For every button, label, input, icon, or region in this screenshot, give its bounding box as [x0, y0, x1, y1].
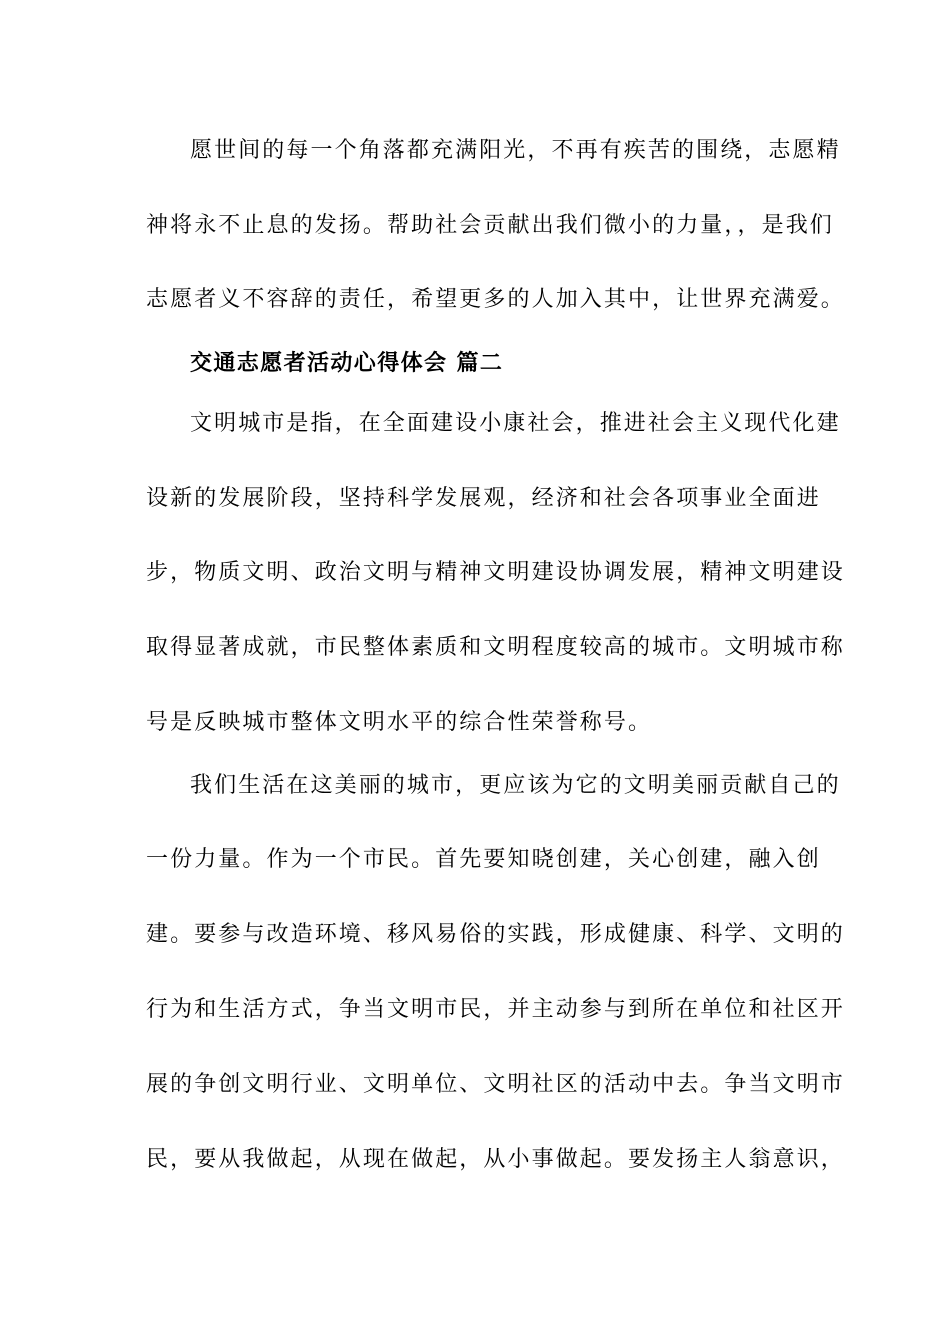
paragraph-line: 神将永不止息的发扬。帮助社会贡献出我们微小的力量，，是我们 — [146, 213, 834, 238]
paragraph-line: 一份力量。作为一个市民。首先要知晓创建，关心创建，融入创 — [146, 847, 821, 872]
paragraph-line: 设新的发展阶段，坚持科学发展观，经济和社会各项事业全面进 — [146, 486, 821, 511]
paragraph-line: 愿世间的每一个角落都充满阳光，不再有疾苦的围绕，志愿精 — [190, 138, 841, 163]
paragraph-line: 民，要从我做起，从现在做起，从小事做起。要发扬主人翁意识， — [146, 1147, 845, 1172]
paragraph-line: 步，物质文明、政治文明与精神文明建设协调发展，精神文明建设 — [146, 560, 845, 585]
paragraph-line: 展的争创文明行业、文明单位、文明社区的活动中去。争当文明市 — [146, 1072, 845, 1097]
paragraph-line: 我们生活在这美丽的城市，更应该为它的文明美丽贡献自己的 — [190, 773, 841, 798]
paragraph-line: 志愿者义不容辞的责任，希望更多的人加入其中，让世界充满爱。 — [146, 287, 845, 312]
section-heading: 交通志愿者活动心得体会 篇二 — [190, 351, 504, 376]
paragraph-line: 号是反映城市整体文明水平的综合性荣誉称号。 — [146, 710, 653, 735]
paragraph-line: 文明城市是指，在全面建设小康社会，推进社会主义现代化建 — [190, 411, 841, 436]
paragraph-line: 取得显著成就，市民整体素质和文明程度较高的城市。文明城市称 — [146, 635, 845, 660]
paragraph-line: 行为和生活方式，争当文明市民，并主动参与到所在单位和社区开 — [146, 997, 845, 1022]
paragraph-line: 建。要参与改造环境、移风易俗的实践，形成健康、科学、文明的 — [146, 922, 845, 947]
